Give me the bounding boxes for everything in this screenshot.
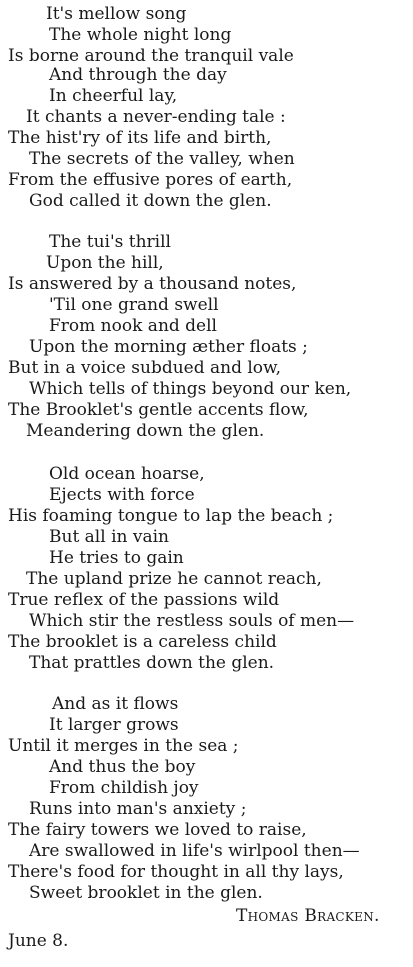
date-line: June 8.	[8, 931, 69, 951]
poem-line: Meandering down the glen.	[26, 421, 265, 441]
poem-line: It's mellow song	[46, 4, 187, 24]
poem-line: There's food for thought in all thy lays,	[8, 862, 344, 882]
poem-line: He tries to gain	[49, 548, 184, 568]
poem-line: From childish joy	[49, 778, 199, 798]
poem-line: Is answered by a thousand notes,	[8, 274, 297, 294]
poem-line: Runs into man's anxiety ;	[29, 799, 247, 819]
poem-line: Is borne around the tranquil vale	[8, 46, 294, 66]
poem-line: Are swallowed in life's wirlpool then—	[29, 841, 360, 861]
poem-line: The upland prize he cannot reach,	[26, 569, 322, 589]
poem-line: And thus the boy	[49, 757, 196, 777]
poem-line: From nook and dell	[49, 316, 217, 336]
poem-line: Upon the morning æther floats ;	[29, 337, 308, 357]
poem-line: But in a voice subdued and low,	[8, 358, 281, 378]
poem-line: His foaming tongue to lap the beach ;	[8, 506, 334, 526]
poem-line: Old ocean hoarse,	[49, 464, 205, 484]
poem-line: The brooklet is a careless child	[8, 632, 277, 652]
poem-line: That prattles down the glen.	[29, 653, 275, 673]
poem-line: The Brooklet's gentle accents flow,	[8, 400, 309, 420]
poem-line: The hist'ry of its life and birth,	[8, 128, 272, 148]
poem-line: From the effusive pores of earth,	[8, 170, 293, 190]
poem-line: Ejects with force	[49, 485, 195, 505]
author-signature: Thomas Bracken.	[236, 906, 380, 926]
poem-line: In cheerful lay,	[49, 86, 178, 106]
poem-line: Upon the hill,	[46, 253, 164, 273]
poem-line: It chants a never-ending tale :	[26, 107, 286, 127]
poem-line: But all in vain	[49, 527, 170, 547]
poem-line: 'Til one grand swell	[49, 295, 219, 315]
poem-line: And through the day	[49, 65, 227, 85]
poem-line: The secrets of the valley, when	[29, 149, 295, 169]
poem-line: The fairy towers we loved to raise,	[8, 820, 307, 840]
poem-line: And as it flows	[52, 694, 179, 714]
poem-line: Which tells of things beyond our ken,	[29, 379, 352, 399]
poem-line: True reflex of the passions wild	[8, 590, 280, 610]
poem-line: Sweet brooklet in the glen.	[29, 883, 263, 903]
poem-line: God called it down the glen.	[29, 191, 272, 211]
poem-line: The tui's thrill	[49, 232, 171, 252]
poem-line: It larger grows	[49, 715, 179, 735]
poem-line: Which stir the restless souls of men—	[29, 611, 355, 631]
poem-line: Until it merges in the sea ;	[8, 736, 239, 756]
poem-line: The whole night long	[49, 25, 232, 45]
